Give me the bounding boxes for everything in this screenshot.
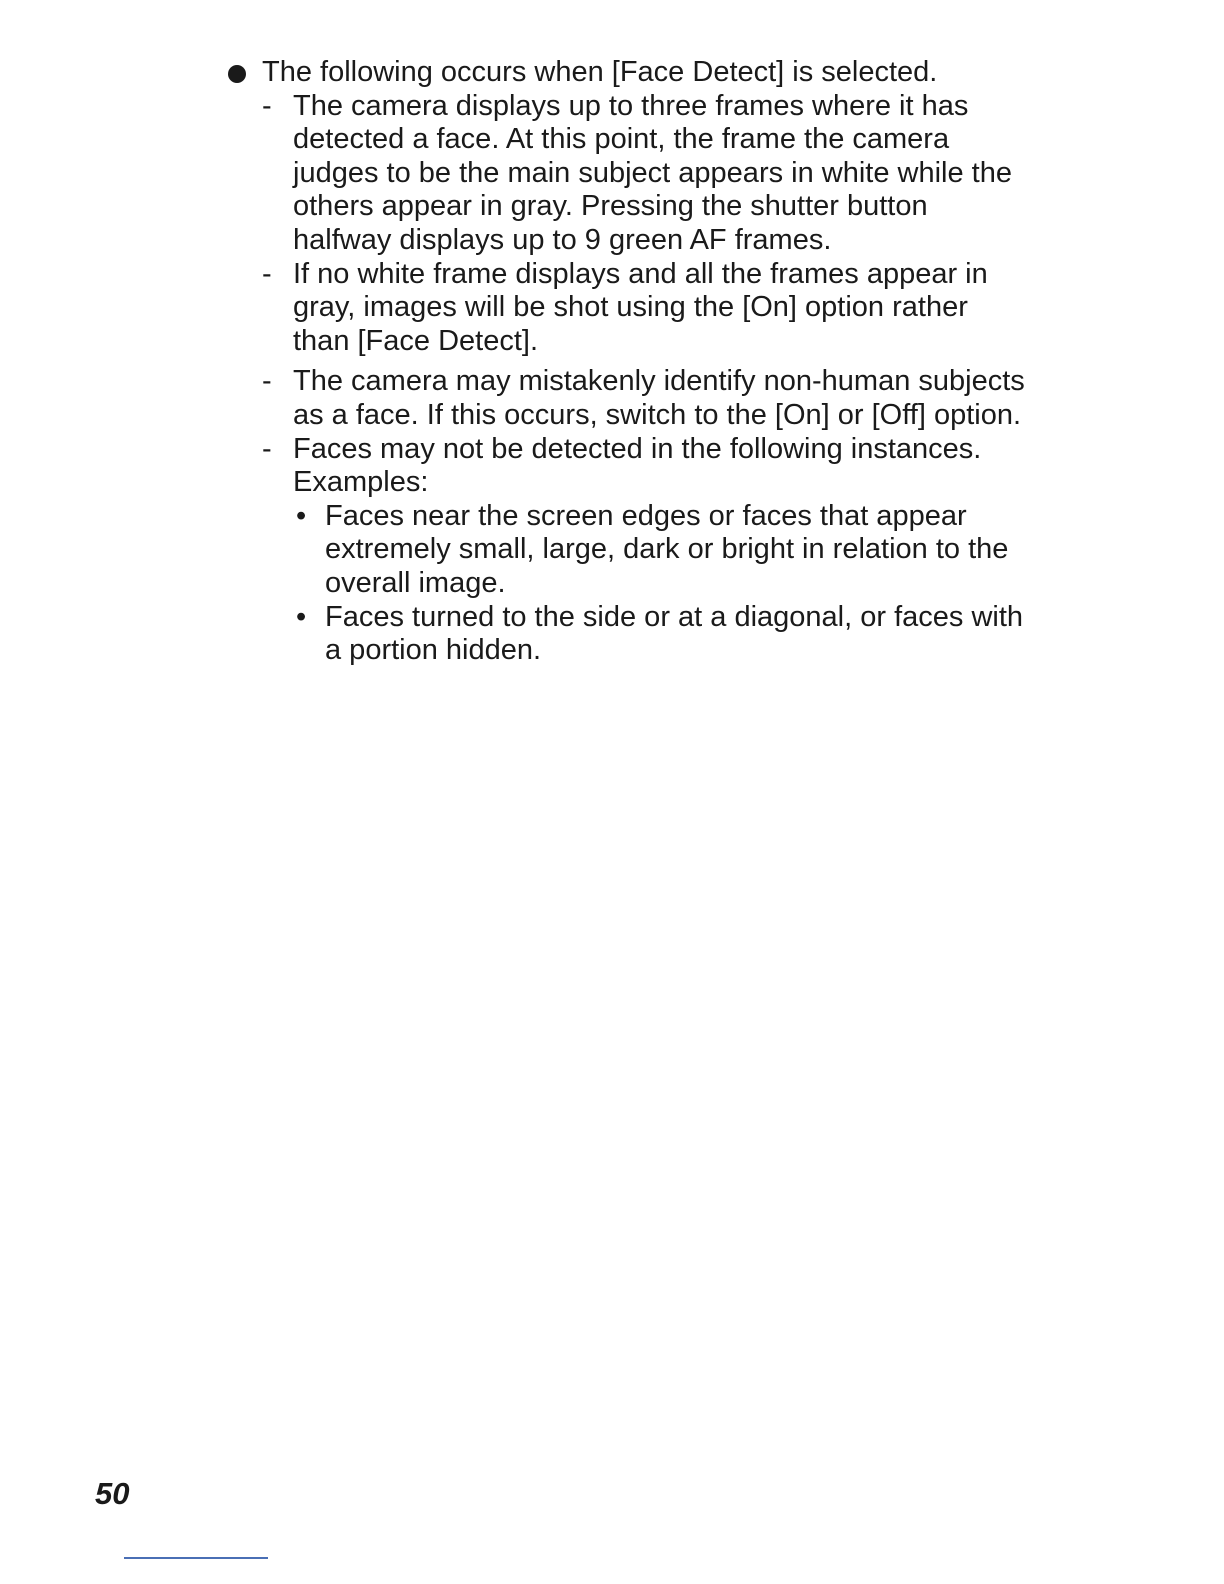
sub-item-line: than [Face Detect]. — [293, 324, 539, 357]
sub-item-line: others appear in gray. Pressing the shutter button — [293, 190, 928, 223]
main-bullet-item — [226, 56, 1056, 90]
sub-item-line: Faces may not be detected in the following instances. — [293, 432, 982, 465]
dash-marker: - — [262, 432, 272, 465]
sub-item-line: judges to be the main subject appears in white while the — [293, 156, 1012, 189]
sub-item-line: as a face. If this occurs, switch to the [On] or [Off] option. — [293, 398, 1022, 431]
example-item-edges — [293, 500, 1056, 601]
sub-item-line: gray, images will be shot using the [On] option rather — [293, 291, 968, 324]
example-item-turned — [293, 601, 1056, 668]
sub-item-no-white-frame — [226, 258, 1056, 359]
page-content — [226, 56, 1056, 668]
sub-item-list — [226, 90, 1056, 668]
sub-item-line: The camera displays up to three frames where it has — [293, 89, 969, 122]
sub-item-mistaken-identify — [226, 365, 1056, 432]
dash-marker: - — [262, 257, 272, 290]
bullet-dot-icon — [228, 65, 246, 83]
example-line: Faces turned to the side or at a diagonal, or faces with — [325, 600, 1024, 633]
sub-item-line: The camera may mistakenly identify non-human subjects — [293, 365, 1025, 398]
small-bullet-marker: • — [296, 499, 307, 532]
example-line: extremely small, large, dark or bright in relation to the — [325, 533, 1009, 566]
page-number: 50 — [95, 1476, 130, 1511]
sub-item-line: Examples: — [293, 466, 429, 499]
sub-item-camera-frames — [226, 90, 1056, 258]
footer-rule — [124, 1557, 268, 1559]
main-bullet-text: The following occurs when [Face Detect] is selected. — [262, 56, 938, 88]
sub-item-not-detected — [226, 433, 1056, 668]
example-line: overall image. — [325, 566, 506, 599]
examples-list — [293, 500, 1056, 668]
small-bullet-marker: • — [296, 600, 307, 633]
dash-marker: - — [262, 365, 272, 398]
sub-item-line: If no white frame displays and all the frames appear in — [293, 257, 988, 290]
example-line: Faces near the screen edges or faces that appear — [325, 499, 967, 532]
dash-marker: - — [262, 89, 272, 122]
sub-item-line: halfway displays up to 9 green AF frames. — [293, 223, 832, 256]
example-line: a portion hidden. — [325, 634, 542, 667]
sub-item-line: detected a face. At this point, the frame the camera — [293, 123, 950, 156]
